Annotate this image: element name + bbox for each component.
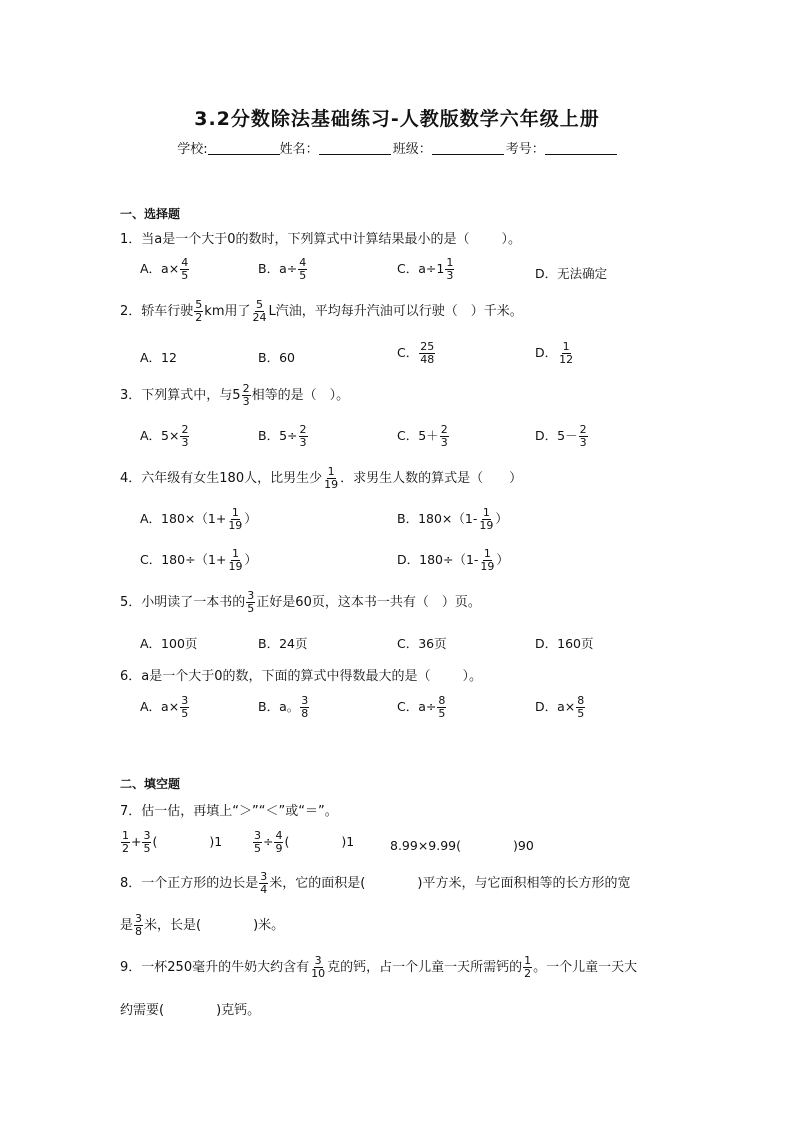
fraction: $\frac{3}{8}$ xyxy=(301,694,309,720)
q7-expression-3[interactable]: 8.99×9.99( )90 xyxy=(390,838,534,853)
question-6: 6．a是一个大于0的数，下面的算式中得数最大的是（ ）。 xyxy=(120,669,483,684)
q6-option-c[interactable]: C．a÷ $\frac{8}{5}$ xyxy=(397,694,446,720)
q7-expression-2[interactable]: $\frac{3}{5}$ ÷ $\frac{4}{9}$ ( )1 xyxy=(254,829,355,855)
fraction: $\frac{2}{3}$ xyxy=(299,423,307,449)
fraction: $\frac{3}{4}$ xyxy=(260,870,268,896)
fraction: $\frac{3}{5}$ xyxy=(181,694,189,720)
q3-option-a[interactable]: A．5× $\frac{2}{3}$ xyxy=(140,423,189,449)
fraction: $\frac{5}{2}$ xyxy=(195,298,203,324)
fraction: $\frac{3}{10}$ xyxy=(311,954,326,980)
page-title: 3.2分数除法基础练习-人教版数学六年级上册 xyxy=(194,108,600,130)
fraction: $\frac{2}{3}$ xyxy=(579,423,587,449)
q5-option-c[interactable]: C．36页 xyxy=(397,636,447,651)
fraction: $\frac{8}{5}$ xyxy=(438,694,446,720)
q6-option-b[interactable]: B．a。 $\frac{3}{8}$ xyxy=(258,694,309,720)
question-2: 2．轿车行驶 $\frac{5}{2}$ km用了 $\frac{5}{24}$ L汽油，平均每升汽油可以行驶（ ）千米。 xyxy=(120,298,523,324)
fraction: $\frac{1}{19}$ xyxy=(228,506,243,532)
q1-option-d[interactable]: D．无法确定 xyxy=(535,266,608,281)
q6-option-d[interactable]: D．a× $\frac{8}{5}$ xyxy=(535,694,585,720)
class-label: 班级： xyxy=(392,142,432,157)
school-label: 学校: xyxy=(177,142,208,157)
fraction: $\frac{1}{12}$ xyxy=(559,340,574,366)
q3-option-b[interactable]: B．5÷ $\frac{2}{3}$ xyxy=(258,423,307,449)
section-fill-heading: 二、填空题 xyxy=(120,777,181,791)
question-5: 5．小明读了一本书的 $\frac{3}{5}$ 正好是60页，这本书一共有（ ）页。 xyxy=(120,589,481,615)
q4-option-b[interactable]: B．180×（1- $\frac{1}{19}$ ） xyxy=(397,506,508,532)
question-3: 3．下列算式中，与5 $\frac{2}{3}$ 相等的是（ ）。 xyxy=(120,382,350,408)
q7-expression-1[interactable]: $\frac{1}{2}$ + $\frac{3}{5}$ ( )1 xyxy=(122,829,223,855)
q4-option-c[interactable]: C．180÷（1+ $\frac{1}{19}$ ） xyxy=(140,547,258,573)
q5-option-a[interactable]: A．100页 xyxy=(140,636,198,651)
fraction: $\frac{1}{19}$ xyxy=(480,547,495,573)
q3-option-d[interactable]: D．5－ $\frac{2}{3}$ xyxy=(535,423,587,449)
question-text: 当a是一个大于0的数时，下列算式中计算结果最小的是（ xyxy=(141,232,470,247)
q5-option-b[interactable]: B．24页 xyxy=(258,636,308,651)
q1-option-b[interactable]: B．a÷ $\frac{4}{5}$ xyxy=(258,256,307,282)
name-blank[interactable] xyxy=(319,142,391,155)
name-label: 姓名： xyxy=(279,142,319,157)
section-choice-heading: 一、选择题 xyxy=(120,207,181,221)
number-blank[interactable] xyxy=(545,142,617,155)
q2-option-a[interactable]: A．12 xyxy=(140,350,177,365)
q4-option-a[interactable]: A．180×（1+ $\frac{1}{19}$ ） xyxy=(140,506,257,532)
fraction: $\frac{1}{2}$ xyxy=(524,954,532,980)
fraction: $\frac{4}{5}$ xyxy=(181,256,189,282)
fraction: $\frac{5}{24}$ xyxy=(252,298,267,324)
question-9: 9．一杯250毫升的牛奶大约含有 $\frac{3}{10}$ 克的钙，占一个儿童一天所需钙的 $\frac{1}{2}$ 。一个儿童一天大 xyxy=(120,954,638,980)
q5-option-d[interactable]: D．160页 xyxy=(535,636,594,651)
class-blank[interactable] xyxy=(432,142,504,155)
q3-option-c[interactable]: C．5＋ $\frac{2}{3}$ xyxy=(397,423,448,449)
number-label: 考号： xyxy=(505,142,545,157)
question-8: 8．一个正方形的边长是 $\frac{3}{4}$ 米，它的面积是( )平方米，与它面积相等的长方形的宽 xyxy=(120,870,631,896)
fraction: $\frac{1}{19}$ xyxy=(479,506,494,532)
fraction: $\frac{4}{5}$ xyxy=(299,256,307,282)
fraction: $\frac{1}{3}$ xyxy=(446,256,454,282)
fraction: $\frac{3}{5}$ xyxy=(143,829,151,855)
q2-option-b[interactable]: B．60 xyxy=(258,350,295,365)
q2-option-c[interactable]: C． $\frac{25}{48}$ xyxy=(397,340,435,366)
fraction: $\frac{1}{2}$ xyxy=(122,829,129,855)
fraction: $\frac{2}{3}$ xyxy=(242,382,250,408)
q6-option-a[interactable]: A．a× $\frac{3}{5}$ xyxy=(140,694,189,720)
fraction: $\frac{3}{5}$ xyxy=(247,589,255,615)
school-blank[interactable] xyxy=(208,142,280,155)
fraction: $\frac{1}{19}$ xyxy=(324,465,339,491)
question-4: 4．六年级有女生180人，比男生少 $\frac{1}{19}$ ．求男生人数的算式是（ ） xyxy=(120,465,523,491)
fraction: $\frac{2}{3}$ xyxy=(181,423,189,449)
question-9-line-2: 约需要( )克钙。 xyxy=(120,1003,261,1018)
q4-option-d[interactable]: D．180÷（1- $\frac{1}{19}$ ） xyxy=(397,547,509,573)
fraction: $\frac{8}{5}$ xyxy=(577,694,585,720)
q1-option-c[interactable]: C．a÷1 $\frac{1}{3}$ xyxy=(397,256,454,282)
q2-option-d[interactable]: D． $\frac{1}{12}$ xyxy=(535,340,574,366)
fraction: $\frac{1}{19}$ xyxy=(228,547,243,573)
fraction: $\frac{3}{5}$ xyxy=(254,829,261,855)
question-number: 1． xyxy=(120,232,142,247)
fraction: $\frac{25}{48}$ xyxy=(420,340,435,366)
fraction: $\frac{3}{8}$ xyxy=(135,912,143,938)
question-text-end: ）。 xyxy=(501,232,522,247)
question-8-line-2: 是 $\frac{3}{8}$ 米，长是( )米。 xyxy=(120,912,285,938)
question-7: 7．估一估，再填上“＞”“＜”或“＝”。 xyxy=(120,804,338,819)
question-1 xyxy=(120,228,521,247)
fraction: $\frac{2}{3}$ xyxy=(440,423,448,449)
fraction: $\frac{4}{9}$ xyxy=(275,829,283,855)
q1-option-a[interactable]: A．a× $\frac{4}{5}$ xyxy=(140,256,189,282)
student-info-row xyxy=(0,138,794,157)
